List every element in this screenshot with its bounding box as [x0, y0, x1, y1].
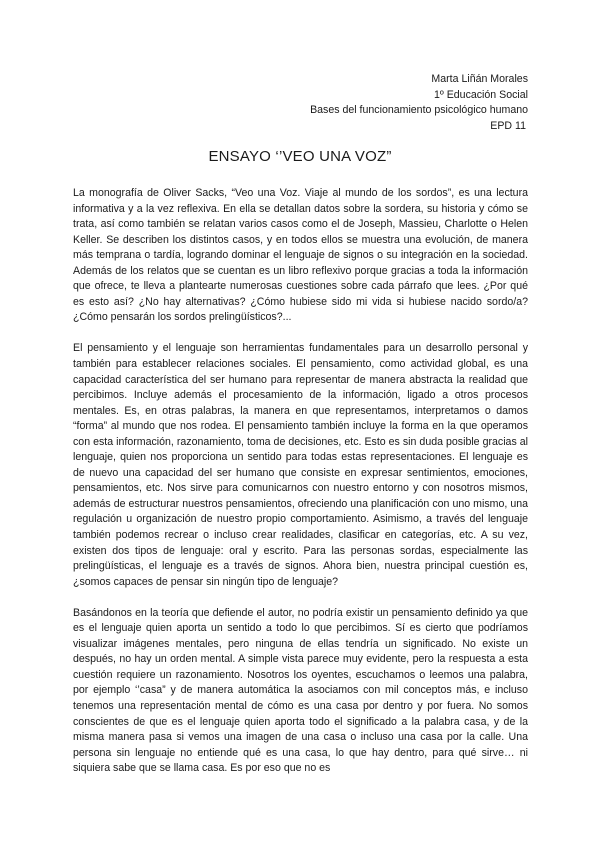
assignment-label: EPD 11	[490, 119, 526, 132]
paragraph-1: La monografía de Oliver Sacks, “Veo una Voz. Viaje al mundo de los sordos”, es una lectura informativa y a la vez reflexiva. En ella se detallan datos sobre la sordera, su historia y cómo se trata, así como también se relatan varios casos como el de Joseph, Massieu, Charlotte o Helen Keller. Se describen los distintos casos, y en todos ellos se muestra una evolución, de manera más temprana o tardía, logrando dominar el lenguaje de signos o su integración en la sociedad. Además de los relatos que se cuentan es un libro reflexivo porque gracias a toda la información que ofrece, te lleva a plantearte numerosas cuestiones sobre cada párrafo que lees. ¿Por qué es esto así? ¿No hay alternativas? ¿Cómo hubiese sido mi vida si hubiese nacido sordo/a? ¿Cómo pensarán los sordos prelingüísticos?...	[73, 187, 528, 324]
essay-title: ENSAYO ‘’VEO UNA VOZ”	[208, 148, 392, 165]
paragraph-3: Basándonos en la teoría que defiende el autor, no podría existir un pensamiento definido ya que es el lenguaje quien aporta un sentido a todo lo que percibimos. Sí es cierto que podríamos visualizar imágenes mentales, pero ninguna de ellas tendría un significado. No existe un después, no hay un orden mental. A simple vista parece muy evidente, pero la respuesta a esta cuestión requiere un razonamiento. Nosotros los oyentes, escuchamos o leemos una palabra, por ejemplo ‘’casa” y de manera automática la asociamos con mil conceptos más, e incluso tenemos una representación mental de cómo es una casa por dentro y por fuera. No somos conscientes de que es el lenguaje quien aporta todo el significado a la palabra casa, y de la misma manera pasa si vemos una imagen de una casa o incluso una casa por la calle. Una persona sin lenguaje no entiende qué es una casa, lo que hay dentro, para qué sirve… ni siquiera sabe que se llama casa. Es por eso que no es	[73, 606, 528, 775]
essay-body	[73, 186, 528, 792]
header-block	[268, 72, 528, 134]
author-name: Marta Liñán Morales	[431, 73, 528, 85]
paragraph-2: El pensamiento y el lenguaje son herramientas fundamentales para un desarrollo personal y también para establecer relaciones sociales. El pensamiento, como actividad global, es una capacidad característica del ser humano para representar de manera abstracta la realidad que percibimos. Incluye además el procesamiento de la información, ligado a otros procesos mentales. Es, en otras palabras, la manera en que representamos, interpretamos o damos “forma” al mundo que nos rodea. El pensamiento también incluye la forma en la que operamos con esta información, razonamiento, toma de decisiones, etc. Esto es sin duda posible gracias al lenguaje, quien nos proporciona un sentido para todas estas representaciones. El lenguaje es de nuevo una capacidad del ser humano que consiste en expresar sentimientos, emociones, pensamientos, etc. Nos sirve para comunicarnos con nuestro entorno y con nosotros mismos, además de estructurar nuestros pensamientos, ofreciendo una planificación con uno mismo, una regulación u organización de nuestro propio comportamiento. Asimismo, a través del lenguaje también podemos recrear o incluso crear realidades, clasificar en categorías, etc. A su vez, existen dos tipos de lenguaje: oral y escrito. Para las personas sordas, especialmente las prelingüísticas, el lenguaje es a través de signos. Ahora bien, nuestra principal cuestión es, ¿somos capaces de pensar sin ningún tipo de lenguaje?	[73, 342, 528, 588]
subject-name: Bases del funcionamiento psicológico humano	[310, 104, 528, 117]
course-name: 1º Educación Social	[434, 88, 528, 101]
